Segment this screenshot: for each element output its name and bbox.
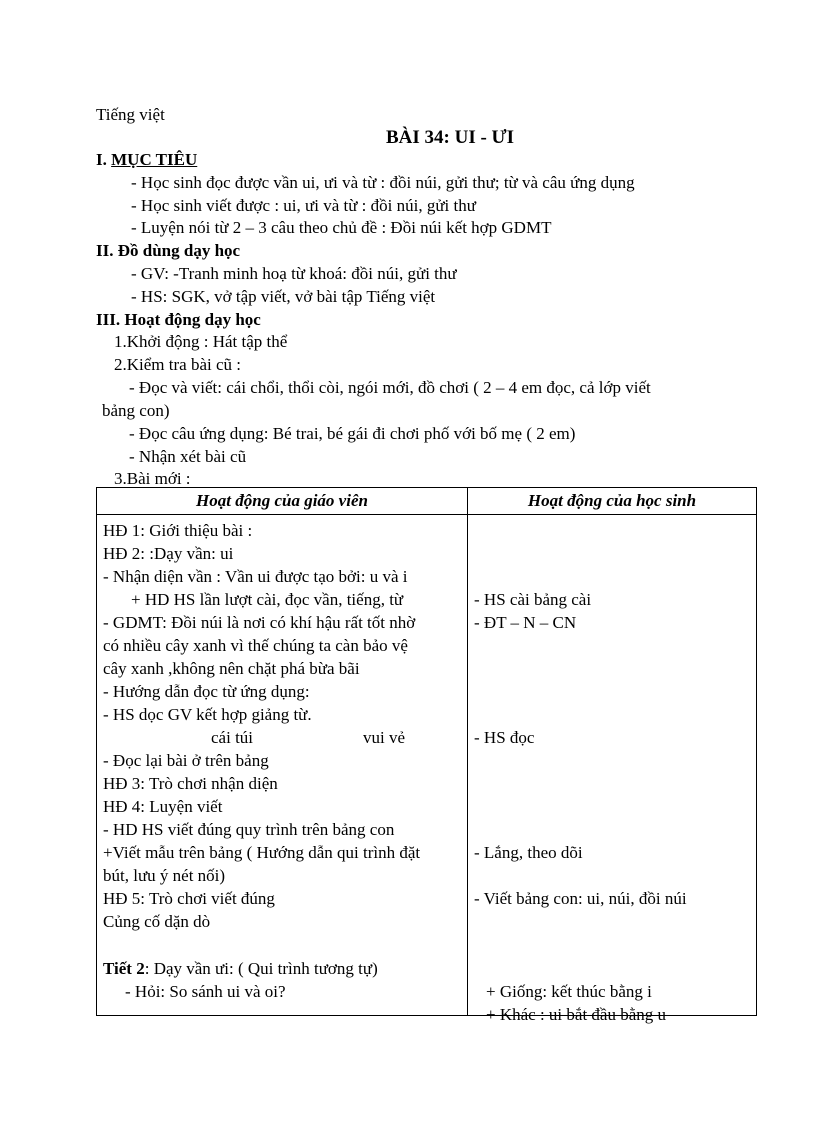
activities-table xyxy=(96,487,757,1024)
objective-item: - Học sinh đọc được vần ui, ưi và từ : đồi núi, gửi thư; từ và câu ứng dụng xyxy=(131,173,635,192)
teacher-line: cây xanh ,không nên chặt phá bừa bãi xyxy=(103,659,360,678)
teacher-line: HĐ 4: Luyện viết xyxy=(103,797,223,816)
teacher-line: Củng cố dặn dò xyxy=(103,912,211,931)
activity-line: 2.Kiểm tra bài cũ : xyxy=(114,355,241,374)
teacher-line: HĐ 1: Giới thiệu bài : xyxy=(103,521,253,540)
teacher-line: có nhiều cây xanh vì thế chúng ta càn bảo vệ xyxy=(103,636,408,655)
student-line: - HS cài bảng cài xyxy=(474,590,592,609)
student-line: - HS đọc xyxy=(474,728,535,747)
lesson-title: BÀI 34: UI - ƯI xyxy=(386,127,515,148)
objectives-heading: I. MỤC TIÊU xyxy=(96,150,198,169)
student-line: + Giống: kết thúc bằng i xyxy=(486,982,652,1001)
teacher-line: vui vẻ xyxy=(363,728,406,747)
subject-label: Tiếng việt xyxy=(96,105,165,124)
student-line: - Viết bảng con: ui, núi, đồi núi xyxy=(474,889,687,908)
student-line: + Khác : ui bắt đầu bằng u xyxy=(486,1005,667,1024)
activities-heading: III. Hoạt động dạy học xyxy=(96,310,261,329)
activity-line: - Đọc câu ứng dụng: Bé trai, bé gái đi chơi phố với bố mẹ ( 2 em) xyxy=(129,424,576,443)
activity-line: - Đọc và viết: cái chổi, thổi còi, ngói mới, đồ chơi ( 2 – 4 em đọc, cả lớp viết xyxy=(129,378,651,397)
materials-heading: II. Đồ dùng dạy học xyxy=(96,241,241,260)
student-line: - ĐT – N – CN xyxy=(474,613,577,632)
objective-item: - Luyện nói từ 2 – 3 câu theo chủ đề : Đồi núi kết hợp GDMT xyxy=(131,218,552,237)
activity-line: bảng con) xyxy=(102,401,170,420)
teacher-line: cái túi xyxy=(211,728,254,747)
objective-item: - Học sinh viết được : ui, ưi và từ : đồi núi, gửi thư xyxy=(131,196,476,215)
student-line: - Lắng, theo dõi xyxy=(474,843,583,862)
teacher-column-header: Hoạt động của giáo viên xyxy=(97,488,468,515)
teacher-line: + HD HS lần lượt cài, đọc vần, tiếng, từ xyxy=(131,590,404,609)
table-row xyxy=(97,515,757,1016)
student-cell xyxy=(468,515,757,1024)
teacher-line: HĐ 2: :Dạy vần: ui xyxy=(103,544,234,563)
table-header-row xyxy=(97,488,757,515)
student-column-header: Hoạt động của học sinh xyxy=(468,488,757,515)
teacher-line: - Nhận diện vần : Vần ui được tạo bởi: u và i xyxy=(103,567,408,586)
teacher-cell xyxy=(97,515,468,1016)
teacher-line: - Đọc lại bài ở trên bảng xyxy=(103,751,269,770)
activity-line: 1.Khởi động : Hát tập thể xyxy=(114,332,288,351)
material-item: - HS: SGK, vở tập viết, vở bài tập Tiếng việt xyxy=(131,287,436,306)
teacher-line: - HS dọc GV kết hợp giảng từ. xyxy=(103,705,312,724)
teacher-line: bút, lưu ý nét nối) xyxy=(103,866,226,885)
activity-line: 3.Bài mới : xyxy=(114,469,191,488)
teacher-line: - Hỏi: So sánh ui và oi? xyxy=(125,982,286,1001)
teacher-line: - Hướng dẫn đọc từ ứng dụng: xyxy=(103,682,310,701)
activity-line: - Nhận xét bài cũ xyxy=(129,447,247,466)
teacher-line: - GDMT: Đồi núi là nơi có khí hậu rất tốt nhờ xyxy=(103,613,416,632)
teacher-line: HĐ 3: Trò chơi nhận diện xyxy=(103,774,278,793)
teacher-line: HĐ 5: Trò chơi viết đúng xyxy=(103,889,275,908)
material-item: - GV: -Tranh minh hoạ từ khoá: đồi núi, gửi thư xyxy=(131,264,457,283)
teacher-line: - HD HS viết đúng quy trình trên bảng con xyxy=(103,820,395,839)
teacher-line: +Viết mẫu trên bảng ( Hướng dẫn qui trình đặt xyxy=(103,843,421,862)
teacher-line: Tiết 2: Dạy vần ưi: ( Qui trình tương tự) xyxy=(103,959,378,978)
